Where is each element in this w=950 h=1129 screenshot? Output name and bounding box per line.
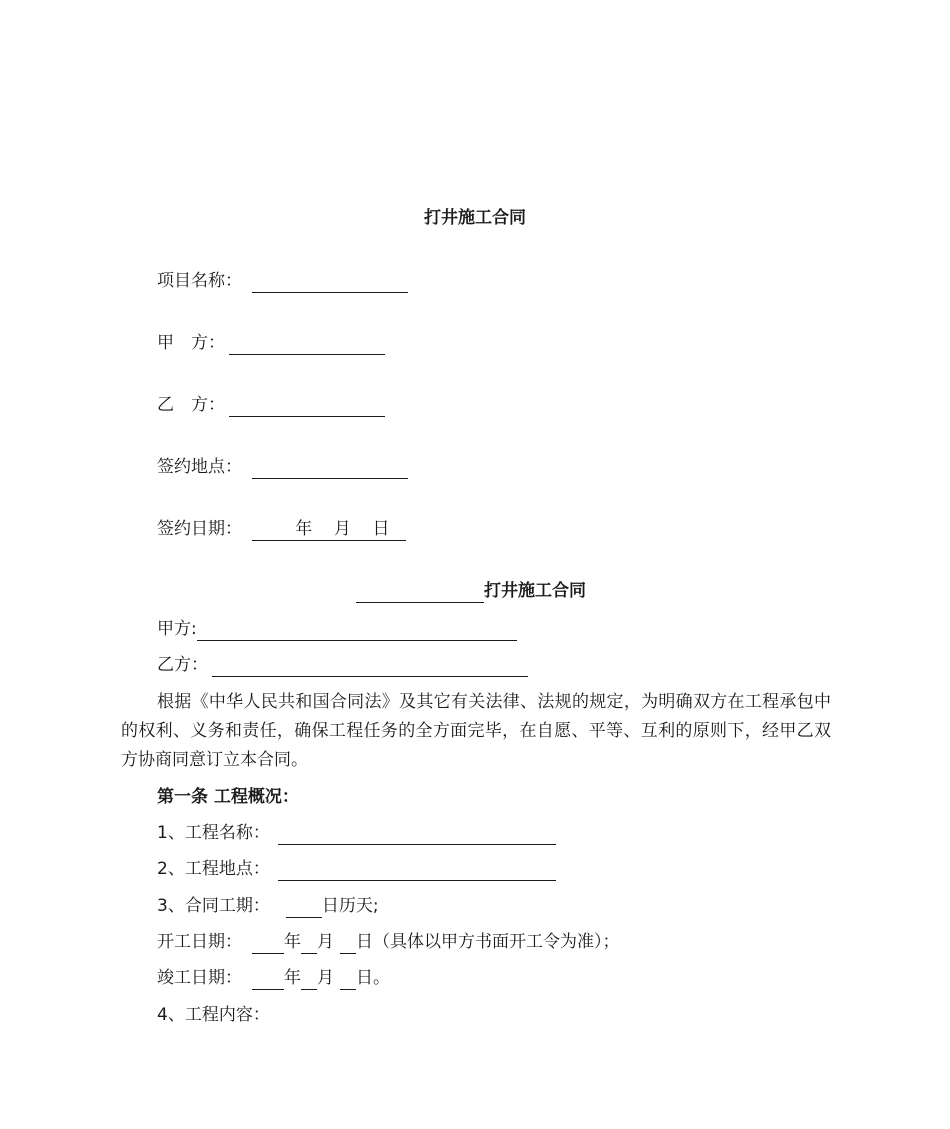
contract-title: 打井施工合同 <box>484 581 586 601</box>
end-month-text: 月 <box>317 968 334 988</box>
item2-row <box>157 857 556 881</box>
sign-date-value: 年 月 日 <box>252 519 406 539</box>
item4-label: 4、工程内容： <box>157 1005 270 1025</box>
cover-party-b-row <box>157 393 385 417</box>
end-day-blank <box>340 969 356 990</box>
end-suffix: 日。 <box>356 968 390 988</box>
preamble-paragraph: 根据《中华人民共和国合同法》及其它有关法律、法规的规定，为明确双方在工程承包中的权利、义务和责任，确保工程任务的全方面完毕，在自愿、平等、互利的原则下，经甲乙双方协商同意订立本合同。 <box>121 692 831 770</box>
project-name-blank <box>252 272 408 293</box>
sign-place-label: 签约地点： <box>157 457 242 477</box>
article1-heading: 第一条 工程概况： <box>157 787 299 807</box>
item1-blank <box>278 824 556 845</box>
cover-title: 打井施工合同 <box>424 208 526 228</box>
party-b-label: 乙方： <box>157 655 208 675</box>
party-a-blank <box>197 620 517 641</box>
start-year-text: 年 <box>284 932 301 952</box>
end-year-text: 年 <box>284 968 301 988</box>
project-name-label: 项目名称： <box>157 271 242 291</box>
item3-days-blank <box>286 897 322 918</box>
party-a-row <box>157 617 517 641</box>
item1-label: 1、工程名称： <box>157 823 270 843</box>
item3-suffix: 日历天; <box>321 896 379 916</box>
end-year-blank <box>252 969 284 990</box>
end-date-row <box>157 966 390 990</box>
contract-title-blank <box>356 581 484 603</box>
item1-row <box>157 821 556 845</box>
start-date-row <box>157 930 620 954</box>
contract-title-row <box>356 579 586 603</box>
sign-place-row <box>157 455 408 479</box>
start-day-blank <box>340 933 356 954</box>
party-b-row <box>157 653 528 677</box>
start-year-blank <box>252 933 284 954</box>
start-label: 开工日期： <box>157 932 242 952</box>
item2-label: 2、工程地点： <box>157 859 270 879</box>
end-label: 竣工日期： <box>157 968 242 988</box>
sign-date-label: 签约日期： <box>157 519 242 539</box>
start-month-blank <box>301 933 317 954</box>
cover-party-a-row <box>157 331 385 355</box>
party-a-label: 甲方: <box>157 619 197 639</box>
sign-date-row <box>157 517 406 541</box>
start-month-text: 月 <box>317 932 334 952</box>
party-b-blank <box>212 656 528 677</box>
end-month-blank <box>301 969 317 990</box>
item2-blank <box>278 860 556 881</box>
cover-party-b-label: 乙 方： <box>157 395 225 415</box>
item3-row <box>157 894 379 918</box>
sign-place-blank <box>252 458 408 479</box>
start-day-text: 日 <box>356 932 373 952</box>
cover-party-b-blank <box>229 396 385 417</box>
cover-party-a-blank <box>229 334 385 355</box>
item3-prefix: 3、合同工期： <box>157 896 270 916</box>
start-note: （具体以甲方书面开工令为准）； <box>373 932 620 952</box>
cover-party-a-label: 甲 方： <box>157 333 225 353</box>
project-name-row <box>157 269 408 293</box>
